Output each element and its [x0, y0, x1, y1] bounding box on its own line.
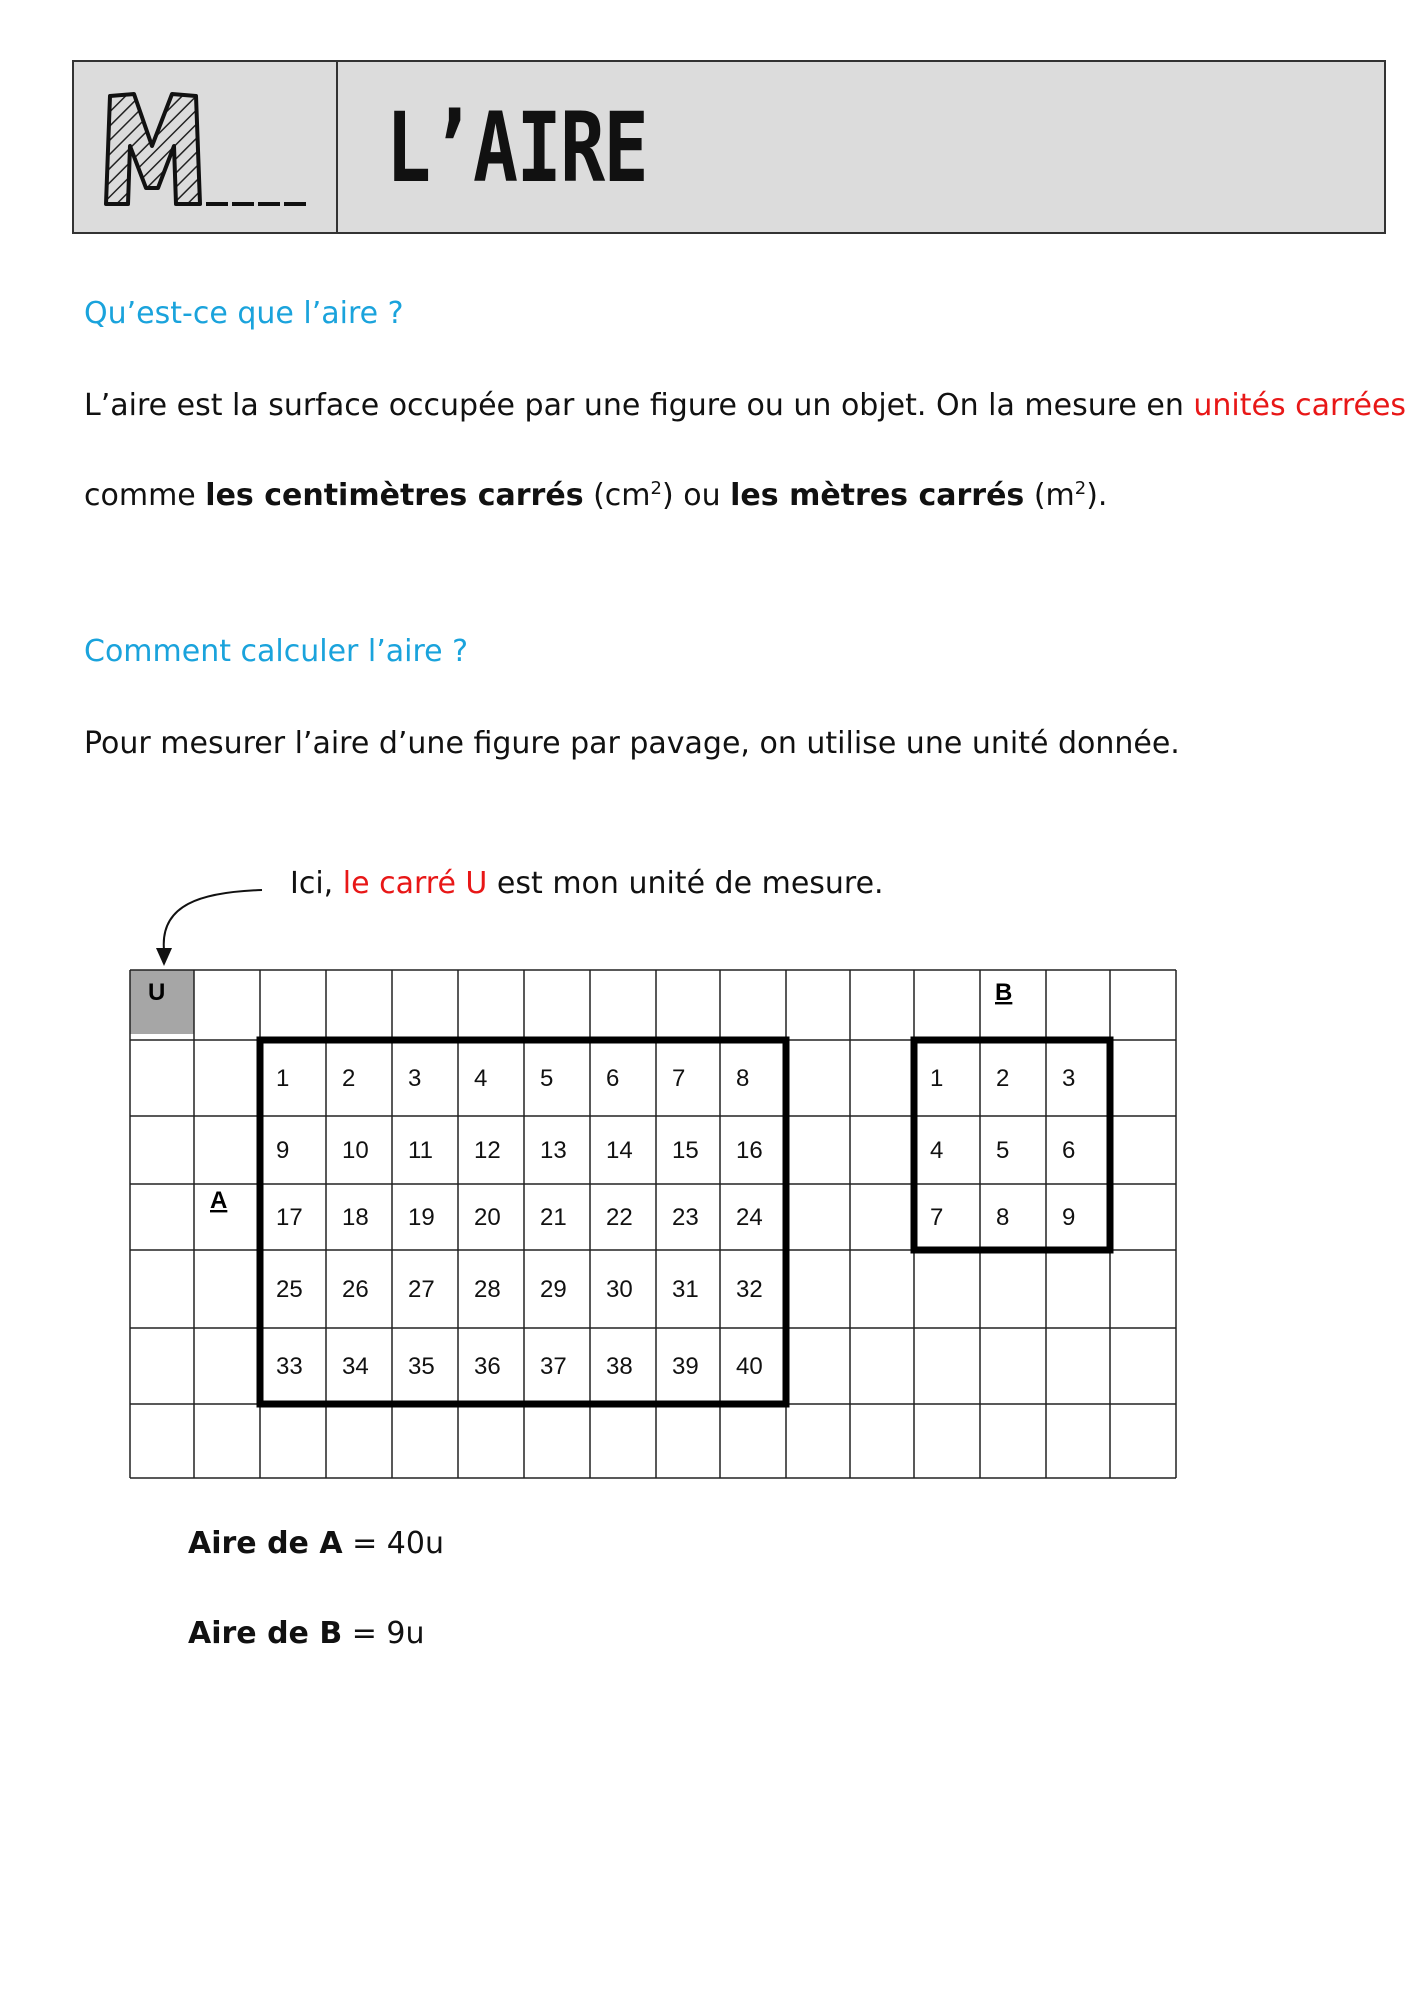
cell-number: 37 — [540, 1353, 567, 1380]
cell-number: 1 — [930, 1065, 944, 1092]
definition-text: (m — [1024, 478, 1075, 513]
area-a-result — [188, 1526, 444, 1561]
cell-number: 15 — [672, 1137, 699, 1164]
cell-number: 19 — [408, 1204, 435, 1231]
cell-number: 6 — [1062, 1137, 1076, 1164]
definition-text: L’aire est la surface occupée par une figure ou un objet. On la mesure en — [84, 388, 1194, 423]
definition-text: ) ou — [661, 478, 731, 513]
superscript: 2 — [650, 478, 662, 499]
square-units-highlight: unités carrées — [1193, 388, 1407, 423]
area-b-label: Aire de B — [188, 1616, 343, 1651]
cell-number: 38 — [606, 1353, 633, 1380]
section-heading-how: Comment calculer l’aire ? — [84, 634, 469, 669]
cell-number: 3 — [408, 1065, 422, 1092]
section-heading-what: Qu’est-ce que l’aire ? — [84, 296, 404, 331]
cell-number: 2 — [996, 1065, 1010, 1092]
cell-number: 11 — [408, 1137, 433, 1164]
cell-number: 23 — [672, 1204, 699, 1231]
annotation-text: est mon unité de mesure. — [487, 866, 884, 901]
area-b-value: = 9u — [342, 1616, 425, 1651]
superscript: 2 — [1074, 478, 1087, 499]
shape-b-outline — [914, 1040, 1110, 1250]
cell-number: 1 — [276, 1065, 290, 1092]
cell-number: 29 — [540, 1276, 567, 1303]
cell-number: 31 — [672, 1276, 699, 1303]
cell-number: 4 — [474, 1065, 488, 1092]
unit-label: U — [148, 979, 166, 1006]
method-line: Pour mesurer l’aire d’une figure par pavage, on utilise une unité donnée. — [84, 726, 1180, 761]
area-a-label: Aire de A — [188, 1526, 343, 1561]
page-title: L’AIRE — [386, 92, 648, 204]
definition-text: (cm — [583, 478, 651, 513]
cell-number: 25 — [276, 1276, 303, 1303]
cell-number: 13 — [540, 1137, 567, 1164]
cell-number: 36 — [474, 1353, 501, 1380]
cell-number: 5 — [540, 1065, 554, 1092]
area-a-value: = 40u — [342, 1526, 444, 1561]
cm2-term: les centimètres carrés — [205, 478, 584, 513]
cell-number: 21 — [540, 1204, 567, 1231]
cell-number: 4 — [930, 1137, 944, 1164]
cell-number: 7 — [672, 1065, 686, 1092]
cell-number: 8 — [996, 1204, 1010, 1231]
cell-number: 9 — [276, 1137, 290, 1164]
m2-term: les mètres carrés — [730, 478, 1025, 513]
shape-a-numbers — [276, 1065, 763, 1380]
cell-number: 18 — [342, 1204, 369, 1231]
cell-number: 40 — [736, 1353, 763, 1380]
cell-number: 6 — [606, 1065, 620, 1092]
annotation-arrow-icon — [156, 890, 262, 966]
cell-number: 30 — [606, 1276, 633, 1303]
cell-number: 9 — [1062, 1204, 1076, 1231]
cell-number: 33 — [276, 1353, 303, 1380]
cell-number: 22 — [606, 1204, 633, 1231]
shape-b-label: B — [995, 979, 1013, 1006]
cell-number: 3 — [1062, 1065, 1076, 1092]
cell-number: 12 — [474, 1137, 501, 1164]
cell-number: 28 — [474, 1276, 501, 1303]
cell-number: 20 — [474, 1204, 501, 1231]
cell-number: 14 — [606, 1137, 633, 1164]
definition-text: comme — [84, 478, 206, 513]
cell-number: 8 — [736, 1065, 750, 1092]
definition-text: ). — [1086, 478, 1108, 513]
cell-number: 17 — [276, 1204, 303, 1231]
cell-number: 27 — [408, 1276, 435, 1303]
cell-number: 34 — [342, 1353, 369, 1380]
shape-a-outline — [260, 1040, 786, 1404]
cell-number: 24 — [736, 1204, 763, 1231]
unit-square-highlight: le carré U — [342, 866, 488, 901]
shape-a-label: A — [210, 1187, 228, 1214]
cell-number: 32 — [736, 1276, 763, 1303]
annotation-text: Ici, — [290, 866, 343, 901]
cell-number: 2 — [342, 1065, 356, 1092]
shape-b-numbers — [930, 1065, 1075, 1231]
cell-number: 26 — [342, 1276, 369, 1303]
area-b-result — [188, 1616, 425, 1651]
cell-number: 16 — [736, 1137, 763, 1164]
cell-number: 39 — [672, 1353, 699, 1380]
cell-number: 7 — [930, 1204, 944, 1231]
cell-number: 5 — [996, 1137, 1010, 1164]
cell-number: 10 — [342, 1137, 369, 1164]
cell-number: 35 — [408, 1353, 435, 1380]
